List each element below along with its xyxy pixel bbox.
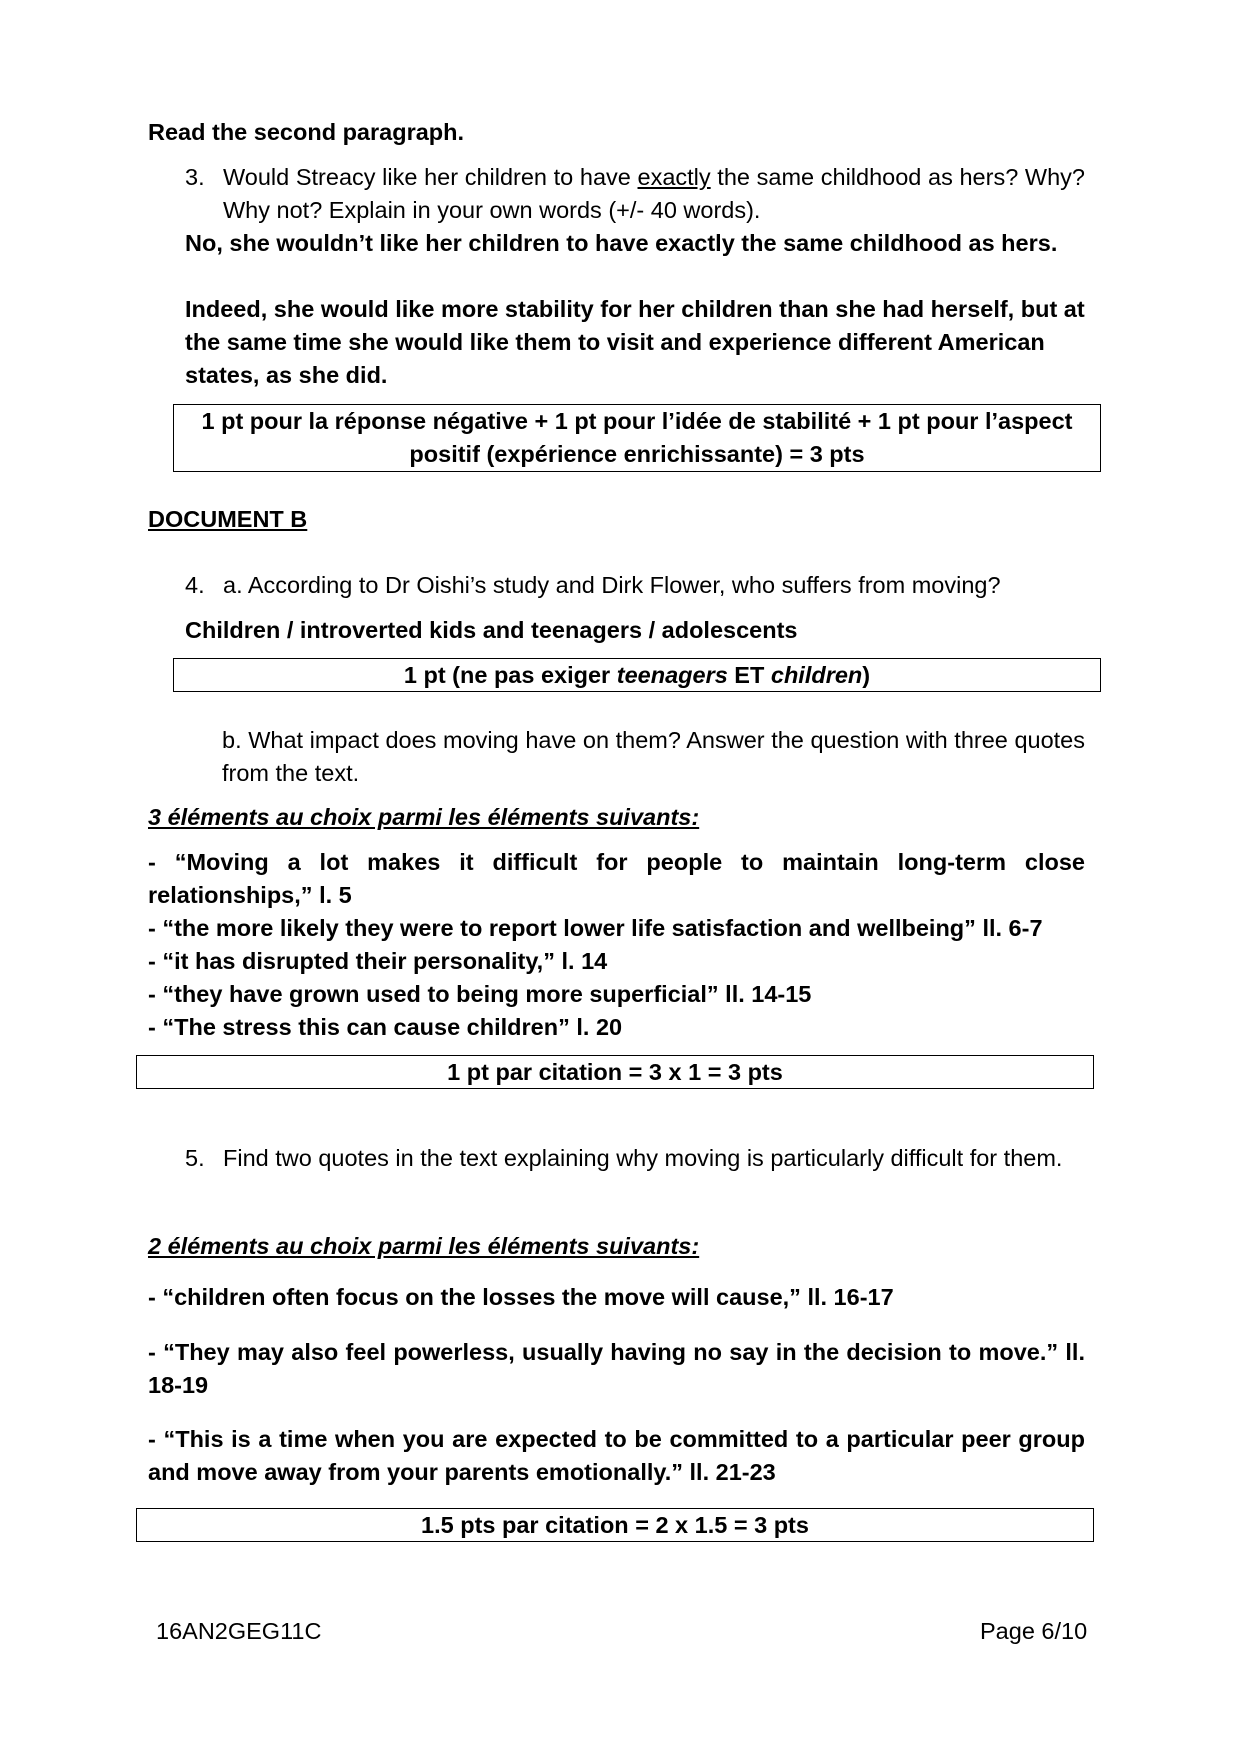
- choice-heading-4b: 3 éléments au choix parmi les éléments suivants:: [148, 804, 700, 830]
- question-number: 3.: [185, 164, 205, 190]
- quote-item: - “They may also feel powerless, usually having no say in the decision to move.” ll. 18-19: [148, 1339, 1085, 1398]
- choice-heading-5: 2 éléments au choix parmi les éléments suivants:: [148, 1233, 700, 1259]
- quote-item: - “the more likely they were to report lower life satisfaction and wellbeing” ll. 6-7: [148, 915, 1043, 941]
- answer-3-part2: Indeed, she would like more stability for her children than she had herself, but at the same time she would like them to visit and experience different American states, as she did.: [185, 296, 1085, 388]
- quote-item: - “children often focus on the losses the move will cause,” ll. 16-17: [148, 1284, 894, 1310]
- quote-item: - “Moving a lot makes it difficult for people to maintain long-term close relationships,” l. 5: [148, 849, 1085, 908]
- answer-4a: Children / introverted kids and teenagers / adolescents: [185, 617, 798, 643]
- quote-item: - “it has disrupted their personality,” l. 14: [148, 948, 608, 974]
- question-number: 4.: [185, 572, 205, 598]
- question-4b: b. What impact does moving have on them? Answer the question with three quotes from the text.: [222, 727, 1085, 786]
- question-text: a. According to Dr Oishi’s study and Dirk Flower, who suffers from moving?: [223, 572, 1001, 598]
- quote-list-4b: [148, 846, 1085, 1044]
- grading-text: 1.5 pts par citation = 2 x 1.5 = 3 pts: [421, 1512, 809, 1538]
- quote-item: - “This is a time when you are expected to be committed to a particular peer group and move away from your parents emotionally.” ll. 21-23: [148, 1426, 1085, 1485]
- document-b-heading: DOCUMENT B: [148, 506, 308, 532]
- grading-text: 1 pt par citation = 3 x 1 = 3 pts: [447, 1059, 783, 1085]
- grading-box-4b: [136, 1055, 1094, 1089]
- section-heading-read: Read the second paragraph.: [148, 119, 465, 145]
- grading-box-3: [173, 404, 1101, 472]
- grading-box-4a: 1 pt (ne pas exiger teenagers ET children): [173, 658, 1101, 692]
- footer-page-number: Page 6/10: [980, 1618, 1088, 1644]
- question-text: Would Streacy like her children to have exactly the same childhood as hers? Why? Why not? Explain in your own words (+/- 40 words).: [223, 164, 1085, 223]
- quote-item: - “they have grown used to being more superficial” ll. 14-15: [148, 981, 812, 1007]
- underlined-word: exactly: [637, 164, 711, 190]
- question-text: Find two quotes in the text explaining why moving is particularly difficult for them.: [223, 1145, 1063, 1171]
- question-4a: [185, 569, 1085, 602]
- quote-item: - “The stress this can cause children” l. 20: [148, 1014, 623, 1040]
- question-3: [185, 161, 1085, 227]
- answer-3-part1: No, she wouldn’t like her children to have exactly the same childhood as hers.: [185, 230, 1058, 256]
- grading-box-5: [136, 1508, 1094, 1542]
- footer-code: 16AN2GEG11C: [156, 1618, 322, 1644]
- question-5: [185, 1142, 1085, 1175]
- grading-text: 1 pt pour la réponse négative + 1 pt pour l’idée de stabilité + 1 pt pour l’aspect positif (expérience enrichissante) = 3 pts: [201, 408, 1073, 467]
- question-number: 5.: [185, 1145, 205, 1171]
